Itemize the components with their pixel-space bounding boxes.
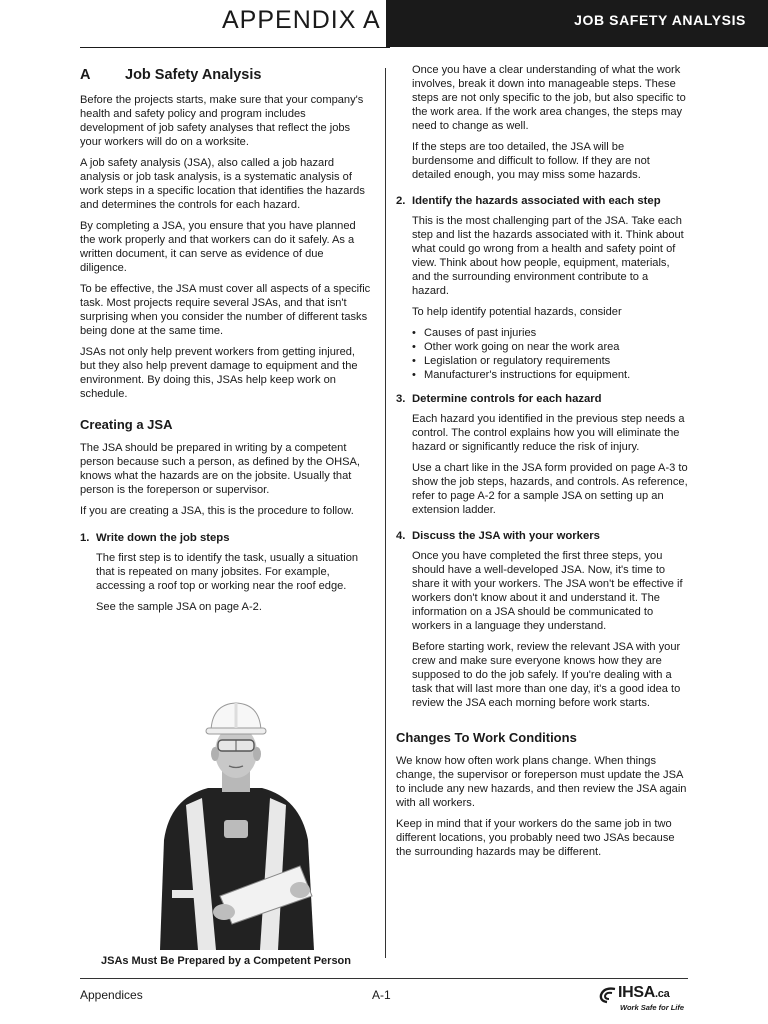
step-1 [80,531,372,614]
footer-rule [80,978,688,979]
step-1-title [80,531,372,545]
list-item: • Causes of past injuries [412,326,688,340]
step-body [396,214,688,319]
logo-text [618,984,669,1002]
step-paragraph: The first step is to identify the task, usually a situation that is repeated on many jobsites. For example, accessing a roof top or working near the roof edge. [96,552,359,592]
logo-tagline: Work Safe for Life [620,1003,685,1012]
creating-paragraph: The JSA should be prepared in writing by a competent person because such a person, as defined by the OHSA, knows what the hazards are on the jobsite. Usually that person is the foreperson or supervisor. [80,442,360,496]
step-title-text: Write down the job steps [96,532,230,544]
step-paragraph: Each hazard you identified in the previous step needs a control. The control explains how you will eliminate the hazard or significantly reduce the risk of injury. [412,413,685,453]
logo-swirl-icon [598,985,618,1005]
step-2 [396,194,688,382]
intro-paragraph: By completing a JSA, you ensure that you have planned the work properly and that workers can do it safely. As a written document, it can serve as evidence of due diligence. [80,220,356,274]
changes-heading: Changes To Work Conditions [396,730,577,745]
step-1-continued [396,63,688,182]
step-number: 3. [396,393,406,405]
column-divider [385,68,386,958]
page-number: A-1 [372,988,391,1002]
logo-name: IHSA [618,984,656,1001]
section-label: JOB SAFETY ANALYSIS [574,12,746,28]
section-letter: A [80,67,91,83]
step-4 [396,529,688,710]
step-paragraph: To help identify potential hazards, consider [412,306,622,318]
step-paragraph: Before starting work, review the relevant JSA with your crew and make sure everyone knows how they are supposed to do the job safely. If you're dealing with a task that will last more than one day, it's a good idea to review the JSA each morning before work starts. [412,641,681,709]
section-heading-text: Job Safety Analysis [125,67,262,83]
appendix-title: APPENDIX A [222,6,381,34]
hazard-sources-list [396,326,688,382]
header-bar [386,0,768,47]
step-paragraph: This is the most challenging part of the JSA. Take each step and list the hazards associated with it. Think about what could go wrong from a health and safety point of view. Think about how people, equipment, materials, and the surrounding environment contribute to a hazard. [412,215,684,297]
changes-paragraph: We know how often work plans change. When things change, the supervisor or foreperson must update the JSA to include any new hazards, and then review the JSA again with all workers. [396,755,687,809]
intro-paragraph: Before the projects starts, make sure that your company's health and safety policy and program includes development of job safety analyses that reflect the jobs your workers will do on a worksite. [80,94,364,148]
step-paragraph: Once you have completed the first three steps, you should have a well-developed JSA. Now, it's time to share it with your workers. The JSA won't be effective if workers don't know about it and understand it. The information on a JSA should be communicated to workers in a language they understand. [412,550,683,632]
step-paragraph: If the steps are too detailed, the JSA will be burdensome and difficult to follow. If they are not detailed enough, you may miss some hazards. [412,141,650,181]
step-number: 1. [80,532,90,544]
step-number: 4. [396,530,406,542]
creating-paragraph: If you are creating a JSA, this is the procedure to follow. [80,505,354,517]
step-2-title [396,194,688,208]
step-title-text: Identify the hazards associated with each step [412,195,661,207]
step-4-title [396,529,688,543]
left-column [80,66,372,621]
footer-section: Appendices [80,988,143,1002]
intro-paragraph: To be effective, the JSA must cover all aspects of a specific task. Most projects require several JSAs, and that isn't surprising when you consider the number of different tasks being done at the same time. [80,283,371,337]
section-heading [80,66,372,84]
step-body [396,549,688,710]
worker-photo [150,700,320,950]
step-3-title [396,392,688,406]
step-title-text: Discuss the JSA with your workers [412,530,600,542]
list-item: • Legislation or regulatory requirements [412,354,688,368]
right-column [396,66,688,866]
ihsa-logo [598,983,690,1015]
list-item: • Manufacturer's instructions for equipment. [412,368,688,382]
changes-paragraph: Keep in mind that if your workers do the same job in two different locations, you probably need two JSAs because the surrounding hazards may be different. [396,818,675,858]
step-number: 2. [396,195,406,207]
step-paragraph: See the sample JSA on page A-2. [96,601,262,613]
creating-jsa-heading: Creating a JSA [80,417,173,432]
logo-tld: .ca [655,988,670,1000]
step-paragraph: Once you have a clear understanding of what the work involves, break it down into manageable steps. These steps are not only specific to the job, but also specific to the work area. If the work area changes, the steps may need to change as well. [412,64,686,132]
list-item: • Other work going on near the work area [412,340,688,354]
photo-caption: JSAs Must Be Prepared by a Competent Person [100,955,351,967]
step-paragraph: Use a chart like in the JSA form provided on page A-3 to show the job steps, hazards, and controls. As reference, refer to page A-2 for a sample JSA on setting up an extension ladder. [412,462,688,516]
header-rule [80,47,390,48]
intro-paragraph: A job safety analysis (JSA), also called a job hazard analysis or job task analysis, is a systematic analysis of work steps in a specific location that identifies the hazards and determines the controls for each hazard. [80,157,365,211]
step-body [396,412,688,517]
intro-paragraph: JSAs not only help prevent workers from getting injured, but they also help prevent damage to equipment and the environment. By doing this, JSAs help keep work on schedule. [80,346,358,400]
step-3 [396,392,688,517]
step-body [80,551,372,614]
step-title-text: Determine controls for each hazard [412,393,602,405]
